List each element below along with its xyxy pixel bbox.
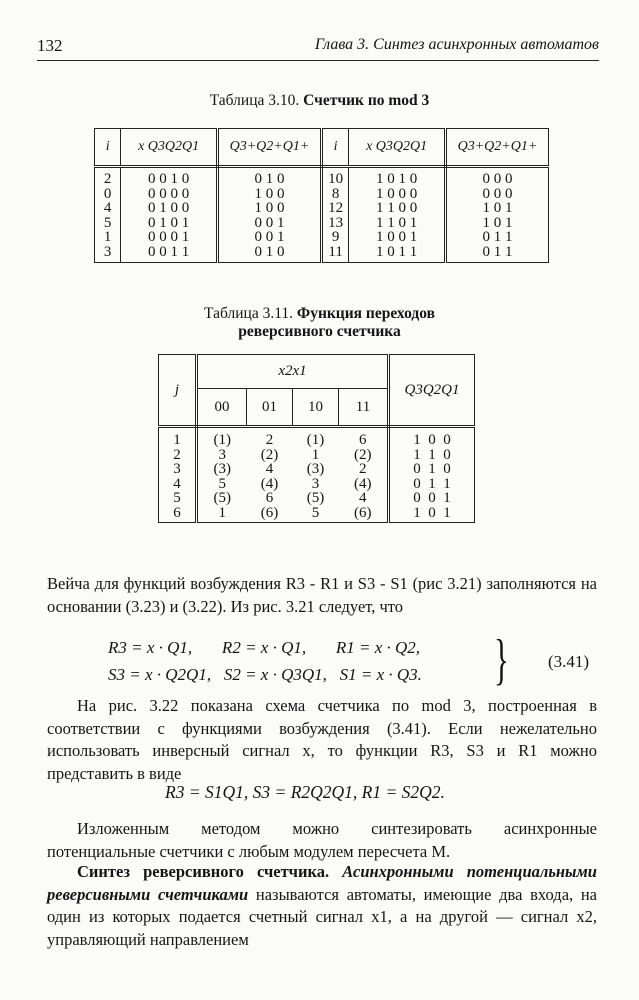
cell: (3): [306, 461, 325, 477]
cell: 3: [218, 446, 226, 463]
header-i: i: [95, 129, 121, 167]
cell: 0 1 0: [217, 245, 321, 263]
brace-symbol: }: [494, 629, 509, 691]
cell: 11: [321, 245, 348, 263]
cell: 4: [95, 201, 121, 216]
cell: 0 0 1 0: [121, 167, 218, 187]
cell: 0 0 0 1: [121, 230, 218, 245]
header-x-11: 11: [339, 389, 389, 427]
cell: (2): [354, 446, 372, 463]
formula-line-1: R3 = x · Q1, R2 = x · Q1, R1 = x · Q2,: [108, 638, 421, 657]
cell: 0 1 0: [389, 462, 475, 477]
cell: 9: [321, 230, 348, 245]
cell: 5: [218, 475, 226, 492]
cell: (5): [306, 490, 325, 506]
cell: 6: [159, 506, 197, 523]
cell: 2: [359, 461, 367, 477]
cell: 1 0 1: [482, 200, 513, 216]
table-row: [159, 462, 475, 477]
cell: 2: [159, 448, 197, 463]
cell: 1 0 0 1: [349, 230, 446, 245]
cell: 1 1 0 0: [349, 201, 446, 216]
paragraph-4: Синтез реверсивного счетчика. Асинхронными потенциальными реверсивными счетчиками называются автоматы, имеющие два входа, на один из которых подается счетный сигнал x1, а на другой — сигнал x2, управляющий направлением: [47, 862, 598, 949]
header-xq2: x Q3Q2Q1: [349, 129, 446, 167]
cell: 0 0 1: [217, 230, 321, 245]
cell: 4: [265, 461, 274, 477]
table-row: [159, 506, 475, 523]
formula-line-3: R3 = S1Q1, S3 = R2Q2Q1, R1 = S2Q2.: [165, 782, 445, 802]
paragraph-2: На рис. 3.22 показана схема счетчика по mod 3, построенная в соответствии с функциями возбуждения (3.41). Если нежелательно использовать инверсный сигнал x, то функции R3, S3 и R1 можно представить в виде: [47, 696, 597, 783]
cell: 6: [265, 490, 274, 506]
equation-number: (3.41): [548, 652, 590, 671]
cell: 12: [321, 201, 348, 216]
table-row: [159, 448, 475, 463]
header-j: j: [159, 355, 197, 427]
header-x-01: 01: [246, 389, 292, 427]
header-x2x1: x2x1: [197, 355, 389, 389]
header-i2: i: [321, 129, 348, 167]
cell: 0 1 1: [482, 243, 513, 260]
cell: 4: [359, 490, 367, 506]
header-q: Q3Q2Q1: [389, 355, 475, 427]
term-emphasis: Асинхронными потенциальными реверсивными счетчиками: [47, 862, 597, 904]
cell: 3: [311, 475, 320, 492]
cell: 4: [159, 477, 197, 492]
cell: 1: [95, 230, 121, 245]
table-row: [95, 187, 549, 202]
cell: 3: [95, 245, 121, 263]
section-heading: Синтез реверсивного счетчика.: [77, 862, 330, 881]
cell: 5: [95, 216, 121, 231]
cell: 1 1 0 1: [349, 216, 446, 231]
cell: (6): [354, 504, 372, 521]
header-x-00: 00: [197, 389, 247, 427]
cell: 6: [359, 432, 367, 448]
cell: 0 0 0: [482, 171, 513, 187]
cell: 0 0 1 1: [121, 245, 218, 263]
table-row: [159, 477, 475, 492]
header-x-10: 10: [292, 389, 338, 427]
table-row: [159, 427, 475, 448]
cell: 13: [321, 216, 348, 231]
cell: (4): [260, 475, 279, 492]
cell: 0 1 1: [389, 477, 475, 492]
header-rule: [37, 60, 599, 61]
table-row: [95, 201, 549, 216]
cell: (6): [260, 504, 279, 521]
paragraph-3: Изложенным методом можно синтезировать асинхронные потенциальные счетчики с любым модулем пересчета M.: [47, 819, 597, 861]
cell: 0 0 0 0: [121, 187, 218, 202]
cell: 1 0 1: [389, 506, 475, 523]
header-qplus: Q3+Q2+Q1+: [217, 129, 321, 167]
cell: 0 1 0 0: [121, 201, 218, 216]
table-310-caption: Таблица 3.10. Счетчик по mod 3: [209, 92, 430, 109]
cell: (1): [306, 432, 325, 448]
table-row: [95, 167, 549, 187]
cell: 1 0 1 1: [349, 245, 446, 263]
formula-line-2: S3 = x · Q2Q1, S2 = x · Q3Q1, S1 = x · Q3.: [108, 665, 422, 684]
cell: 0 1 0: [217, 167, 321, 187]
cell: 0 0 1: [217, 216, 321, 231]
table-row: [95, 216, 549, 231]
table-row: [95, 245, 549, 263]
cell: 1 0 1 0: [349, 167, 446, 187]
table-row: [159, 491, 475, 506]
cell: 1 1 0: [389, 448, 475, 463]
cell: 0 0 1: [389, 491, 475, 506]
cell: (2): [260, 446, 279, 463]
table-311: [158, 354, 475, 523]
cell: 0 1 0 1: [121, 216, 218, 231]
running-header: Глава 3. Синтез асинхронных автоматов: [314, 36, 599, 53]
paragraph-1: Вейча для функций возбуждения R3 - R1 и S3 - S1 (рис 3.21) заполняются на основании (3.23) и (3.22). Из рис. 3.21 следует, что: [47, 574, 597, 616]
cell: 2: [95, 167, 121, 187]
header-xq: x Q3Q2Q1: [121, 129, 218, 167]
cell: 0 0 0: [482, 185, 513, 202]
cell: (4): [354, 475, 372, 492]
cell: 1 0 0: [217, 187, 321, 202]
table-310: [94, 128, 549, 263]
cell: (3): [213, 461, 231, 477]
cell: 0 1 1: [482, 229, 513, 245]
cell: 1: [218, 504, 226, 521]
cell: 5: [311, 504, 320, 521]
cell: 0: [95, 187, 121, 202]
table-310-header: [95, 129, 549, 167]
cell: 10: [321, 167, 348, 187]
cell: 1 0 0: [389, 427, 475, 448]
cell: 8: [321, 187, 348, 202]
page-number: 132: [37, 36, 63, 55]
table-row: [95, 230, 549, 245]
cell: (5): [213, 490, 231, 506]
header-qplus2: Q3+Q2+Q1+: [445, 129, 548, 167]
cell: 1: [311, 446, 320, 463]
cell: 2: [265, 432, 274, 448]
cell: (1): [213, 432, 231, 448]
cell: 5: [159, 491, 197, 506]
cell: 1 0 0 0: [349, 187, 446, 202]
cell: 3: [159, 462, 197, 477]
cell: 1 0 0: [217, 201, 321, 216]
cell: 1: [159, 427, 197, 448]
cell: 1 0 1: [482, 214, 513, 231]
table-311-caption: Таблица 3.11. Функция переходов реверсивного счетчика: [204, 305, 435, 340]
